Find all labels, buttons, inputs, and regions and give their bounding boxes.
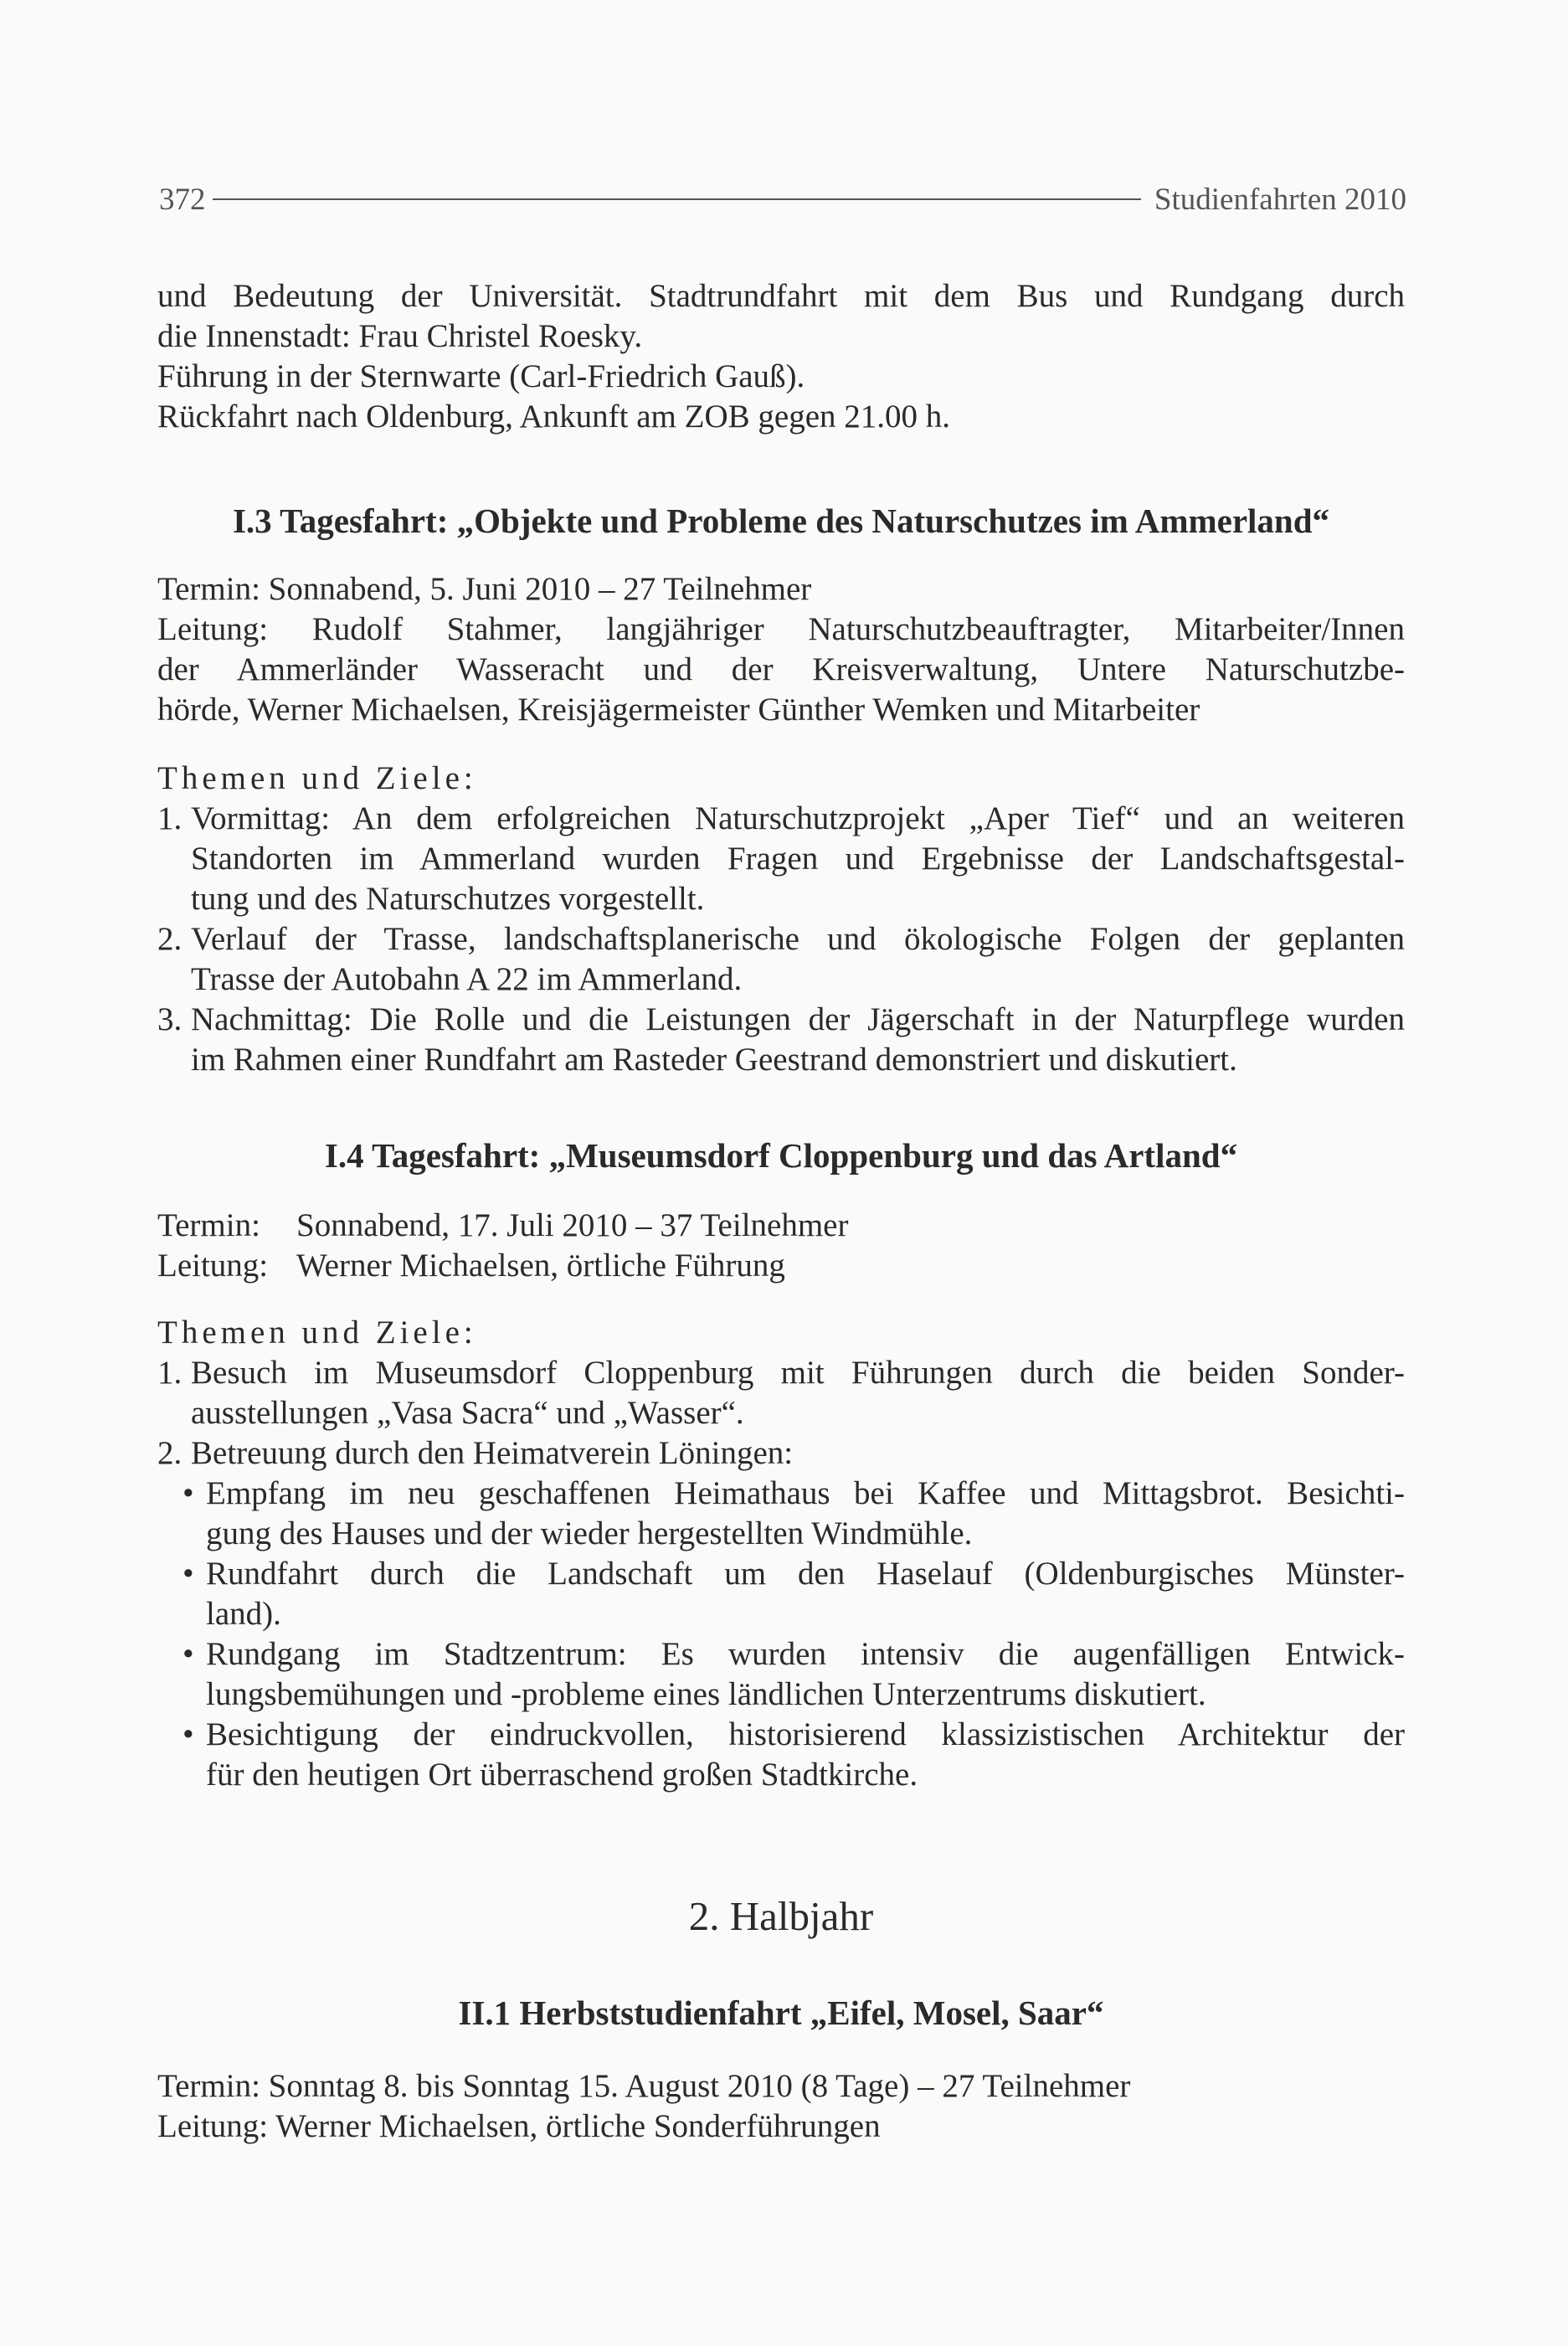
bullet-icon: • [183, 1475, 194, 1511]
termin-value: Sonnabend, 17. Juli 2010 – 37 Teilnehmer [296, 1207, 849, 1243]
termin-line: Termin: Sonntag 8. bis Sonntag 15. August 2010 (8 Tage) – 27 Teilnehmer [157, 2068, 1131, 2104]
section-i4-themen [157, 1313, 1405, 1795]
bullet-line: land). [206, 1596, 281, 1632]
section-i3-info [157, 569, 1405, 730]
item-number: 2. [157, 921, 183, 957]
item-line: Besuch im Museumsdorf Cloppenburg mit Führungen durch die beiden Sonder- [191, 1355, 1405, 1391]
item-line: im Rahmen einer Rundfahrt am Rasteder Geestrand demonstriert und diskutiert. [191, 1042, 1237, 1078]
item-line: Standorten im Ammerland wurden Fragen und Ergebnisse der Landschaftsgestal- [191, 841, 1405, 877]
text-line: Rückfahrt nach Oldenburg, Ankunft am ZOB gegen 21.00 h. [157, 399, 951, 435]
running-title: Studienfahrten 2010 [1154, 182, 1406, 217]
item-line: Betreuung durch den Heimatverein Löningen: [191, 1435, 794, 1471]
leitung-row [157, 1246, 1405, 1286]
termin-line: Termin: Sonnabend, 5. Juni 2010 – 27 Teilnehmer [157, 571, 812, 607]
item-number: 3. [157, 1001, 183, 1037]
section-i3-themen [157, 759, 1405, 1080]
item-number: 1. [157, 1355, 183, 1391]
section-heading-i4: I.4 Tagesfahrt: „Museumsdorf Cloppenburg und das Artland“ [324, 1136, 1238, 1175]
section-heading-ii1: II.1 Herbststudienfahrt „Eifel, Mosel, Saar“ [458, 1994, 1104, 2032]
list-item [157, 919, 1405, 1000]
leitung-label: Leitung: [157, 1248, 269, 1284]
item-line: Verlauf der Trasse, landschaftsplanerische und ökologische Folgen der geplanten [191, 921, 1405, 957]
text-line: die Innenstadt: Frau Christel Roesky. [157, 318, 643, 354]
bullet-item [157, 1634, 1405, 1715]
item-line: Trasse der Autobahn A 22 im Ammerland. [191, 961, 743, 997]
bullet-item [157, 1554, 1405, 1634]
item-line: Vormittag: An dem erfolgreichen Naturschutzprojekt „Aper Tief“ und an weiteren [191, 800, 1405, 836]
bullet-item [157, 1474, 1405, 1554]
item-number: 1. [157, 800, 183, 836]
bullet-icon: • [183, 1716, 194, 1752]
leitung-line: Leitung: Rudolf Stahmer, langjähriger Naturschutzbeauftragter, Mitarbeiter/Innen [157, 611, 1405, 647]
leitung-line: hörde, Werner Michaelsen, Kreisjägermeister Günther Wemken und Mitarbeiter [157, 692, 1200, 728]
section-heading-i3: I.3 Tagesfahrt: „Objekte und Probleme des Naturschutzes im Ammerland“ [232, 502, 1330, 540]
bullet-line: Rundgang im Stadtzentrum: Es wurden intensiv die augenfälligen Entwick- [206, 1636, 1405, 1672]
text-line: und Bedeutung der Universität. Stadtrundfahrt mit dem Bus und Rundgang durch [157, 278, 1405, 314]
header-rule [213, 198, 1141, 200]
termin-row [157, 1206, 1405, 1246]
intro-paragraph [157, 276, 1405, 437]
leitung-line: Leitung: Werner Michaelsen, örtliche Sonderführungen [157, 2108, 881, 2144]
bullet-line: für den heutigen Ort überraschend großen Stadtkirche. [206, 1757, 918, 1793]
page-number: 372 [159, 182, 206, 217]
termin-label: Termin: [157, 1207, 260, 1243]
themen-label: Themen und Ziele: [157, 760, 477, 796]
bullet-item [157, 1715, 1405, 1795]
bullet-line: Rundfahrt durch die Landschaft um den Haselauf (Oldenburgisches Münster- [206, 1556, 1405, 1592]
page-header [159, 174, 1406, 224]
text-line: Führung in der Sternwarte (Carl-Friedrich Gauß). [157, 358, 805, 394]
leitung-line: der Ammerländer Wasseracht und der Kreisverwaltung, Untere Naturschutzbe- [157, 651, 1405, 687]
bullet-line: Besichtigung der eindruckvollen, historisierend klassizistischen Architektur der [206, 1716, 1405, 1752]
item-line: Nachmittag: Die Rolle und die Leistungen der Jägerschaft in der Naturpflege wurden [191, 1001, 1405, 1037]
bullet-line: lungsbemühungen und -probleme eines ländlichen Unterzentrums diskutiert. [206, 1676, 1206, 1712]
part-title: 2. Halbjahr [688, 1893, 874, 1939]
list-item [157, 1000, 1405, 1080]
bullet-icon: • [183, 1556, 194, 1592]
item-line: ausstellungen „Vasa Sacra“ und „Wasser“. [191, 1395, 744, 1431]
list-item [157, 799, 1405, 919]
section-ii1-info [157, 2066, 1405, 2147]
item-line: tung und des Naturschutzes vorgestellt. [191, 881, 705, 917]
list-item [157, 1433, 1405, 1474]
leitung-value: Werner Michaelsen, örtliche Führung [296, 1248, 785, 1284]
list-item [157, 1353, 1405, 1433]
item-number: 2. [157, 1435, 183, 1471]
themen-label: Themen und Ziele: [157, 1314, 477, 1350]
section-i4-info [157, 1206, 1405, 1286]
bullet-icon: • [183, 1636, 194, 1672]
bullet-line: gung des Hauses und der wieder hergestellten Windmühle. [206, 1515, 973, 1551]
bullet-line: Empfang im neu geschaffenen Heimathaus bei Kaffee und Mittagsbrot. Besichti- [206, 1475, 1405, 1511]
